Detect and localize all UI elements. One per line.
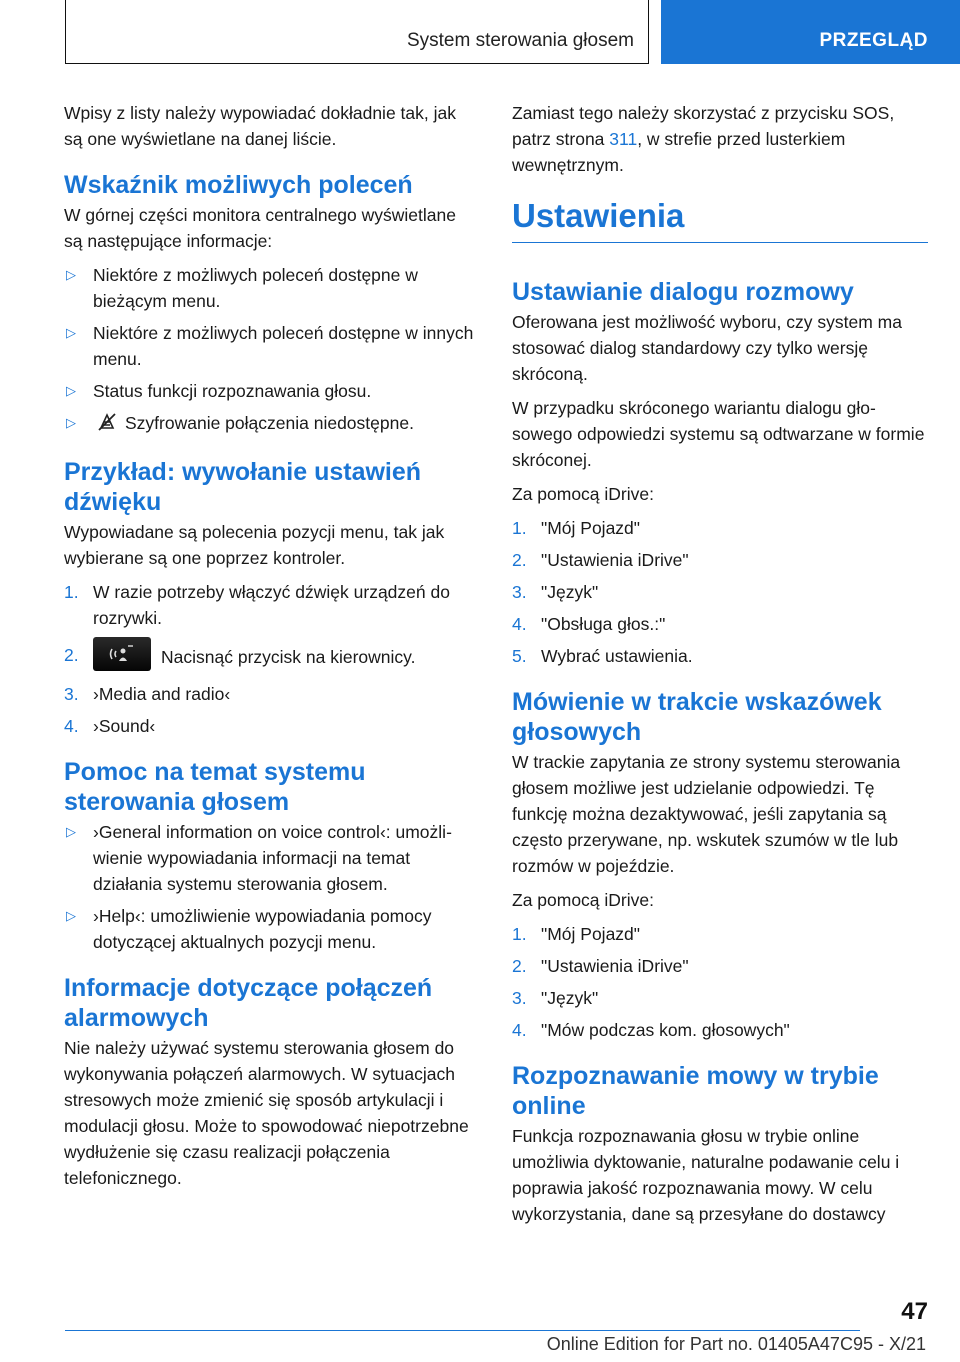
help-list	[64, 819, 479, 955]
triangle-bullet-icon: ▷	[66, 267, 76, 282]
step-item: 2. "Ustawienia iDrive"	[512, 956, 689, 976]
step-item: 4. ›Sound‹	[64, 716, 156, 736]
section-tab-label: PRZEGLĄD	[819, 30, 928, 51]
heading-command-indicator: Wskaźnik możliwych poleceń	[64, 171, 413, 199]
triangle-bullet-icon: ▷	[66, 415, 76, 430]
heading-talk-over: Mówienie w trakcie wskazówek głosowych	[512, 688, 882, 746]
list-item: ▷ Status funkcji rozpoznawania głosu.	[64, 378, 479, 404]
list-item: ▷ ›Help‹: umożliwienie wypowiadania pomocy dotyczącej aktualnych pozycji menu.	[64, 903, 479, 955]
left-column	[64, 100, 479, 1199]
heading-emergency: Informacje dotyczące połączeń alarmowych	[64, 974, 433, 1032]
dialog-paragraph-2: W przypadku skróconego wariantu dialogu głosowego odpowiedzi systemu są odtwarzane w formie skróconej.	[512, 398, 925, 470]
triangle-bullet-icon: ▷	[66, 824, 76, 839]
list-item: ▷ Szyfrowanie połączenia niedostępne.	[64, 410, 479, 439]
idrive-paragraph: Za pomocą iDrive:	[512, 484, 654, 504]
indicator-paragraph: W górnej części monitora centralnego wyświetlane są następujące informacje:	[64, 205, 456, 251]
page-link[interactable]: 311	[609, 129, 638, 149]
triangle-bullet-icon: ▷	[66, 325, 76, 340]
intro-paragraph: Wpisy z listy należy wypowiadać dokładnie tak, jak są one wyświetlane na danej liście.	[64, 103, 456, 149]
talk-steps	[512, 921, 927, 1043]
encryption-unavailable-icon	[97, 412, 117, 439]
triangle-bullet-icon: ▷	[66, 908, 76, 923]
example-steps	[64, 579, 479, 739]
step-item: 4. "Mów podczas kom. głosowych"	[512, 1020, 790, 1040]
idrive-paragraph: Za pomocą iDrive:	[512, 890, 654, 910]
step-item: 1. "Mój Pojazd"	[512, 924, 640, 944]
emergency-paragraph: Nie należy używać systemu sterowania głosem do wykonywania połączeń alarmowych. W sytuacjach stresowych może zmienić się sposób artykulacji i modulacji głosu. Może to spowodować niepotrzebne wydłużenie się czasu realizacji połączenia telefonicznego.	[64, 1038, 469, 1188]
chapter-title: System sterowania głosem	[406, 30, 634, 51]
heading-online: Rozpoznawanie mowy w trybie online	[512, 1062, 879, 1120]
heading-help: Pomoc na temat systemu sterowania głosem	[64, 758, 366, 816]
footer-edition: Online Edition for Part no. 01405A47C95 - X/21	[546, 1334, 926, 1354]
talk-paragraph: W trackie zapytania ze strony systemu sterowania głosem możliwe jest udzielanie odpowiedzi. Tę funkcję można dezaktywować, jeśli zapytania są często przerywane, np. wskutek szumów w tle lub rozmów w pojeździe.	[512, 752, 901, 876]
list-item: ▷ Niektóre z możliwych poleceń dostępne w bieżącym menu.	[64, 262, 479, 314]
triangle-bullet-icon: ▷	[66, 383, 76, 398]
step-item: 2. "Ustawienia iDrive"	[512, 550, 689, 570]
step-item: 2. Nacisnąć przycisk na kierownicy.	[64, 637, 479, 675]
step-item: 3. "Język"	[512, 988, 599, 1008]
right-column	[512, 100, 927, 1235]
step-item: 1. W razie potrzeby włączyć dźwięk urządzeń do rozrywki.	[64, 582, 450, 628]
heading-dialog: Ustawianie dialogu rozmowy	[512, 278, 854, 306]
sos-paragraph: Zamiast tego należy skorzystać z przycisku SOS, patrz strona 311, w strefie przed lusterkiem wewnętrznym.	[512, 103, 895, 175]
example-paragraph: Wypowiadane są polecenia pozycji menu, tak jak wybierane są one poprzez kontroler.	[64, 522, 445, 568]
page-number: 47	[901, 1298, 928, 1325]
heading-settings: Ustawienia	[512, 196, 928, 243]
steering-voice-button-icon	[93, 637, 151, 671]
dialog-steps	[512, 515, 927, 669]
step-item: 5. Wybrać ustawienia.	[512, 646, 693, 666]
dialog-paragraph-1: Oferowana jest możliwość wyboru, czy system ma stosować dialog standardowy czy tylko wersję skróconą.	[512, 312, 902, 384]
step-item: 4. "Obsługa głos.:"	[512, 614, 666, 634]
list-item: ▷ Niektóre z możliwych poleceń dostępne w innych menu.	[64, 320, 479, 372]
step-item: 3. ›Media and radio‹	[64, 684, 231, 704]
footer-divider	[65, 1330, 860, 1331]
online-paragraph: Funkcja rozpoznawania głosu w trybie online umożliwia dyktowanie, naturalne podawanie celu i poprawia jakość rozpoznawania mowy. W celu wykorzystania, dane są przesyłane do dostawcy	[512, 1126, 900, 1224]
header-box	[65, 0, 649, 64]
list-item: ▷ ›General information on voice control‹: umożliwienie wypowiadania informacji na temat działania systemu sterowania głosem.	[64, 819, 479, 897]
step-item: 3. "Język"	[512, 582, 599, 602]
section-tab	[661, 0, 960, 64]
indicator-list	[64, 262, 479, 439]
heading-sound-example: Przykład: wywołanie ustawień dźwięku	[64, 458, 422, 516]
step-item: 1. "Mój Pojazd"	[512, 518, 640, 538]
